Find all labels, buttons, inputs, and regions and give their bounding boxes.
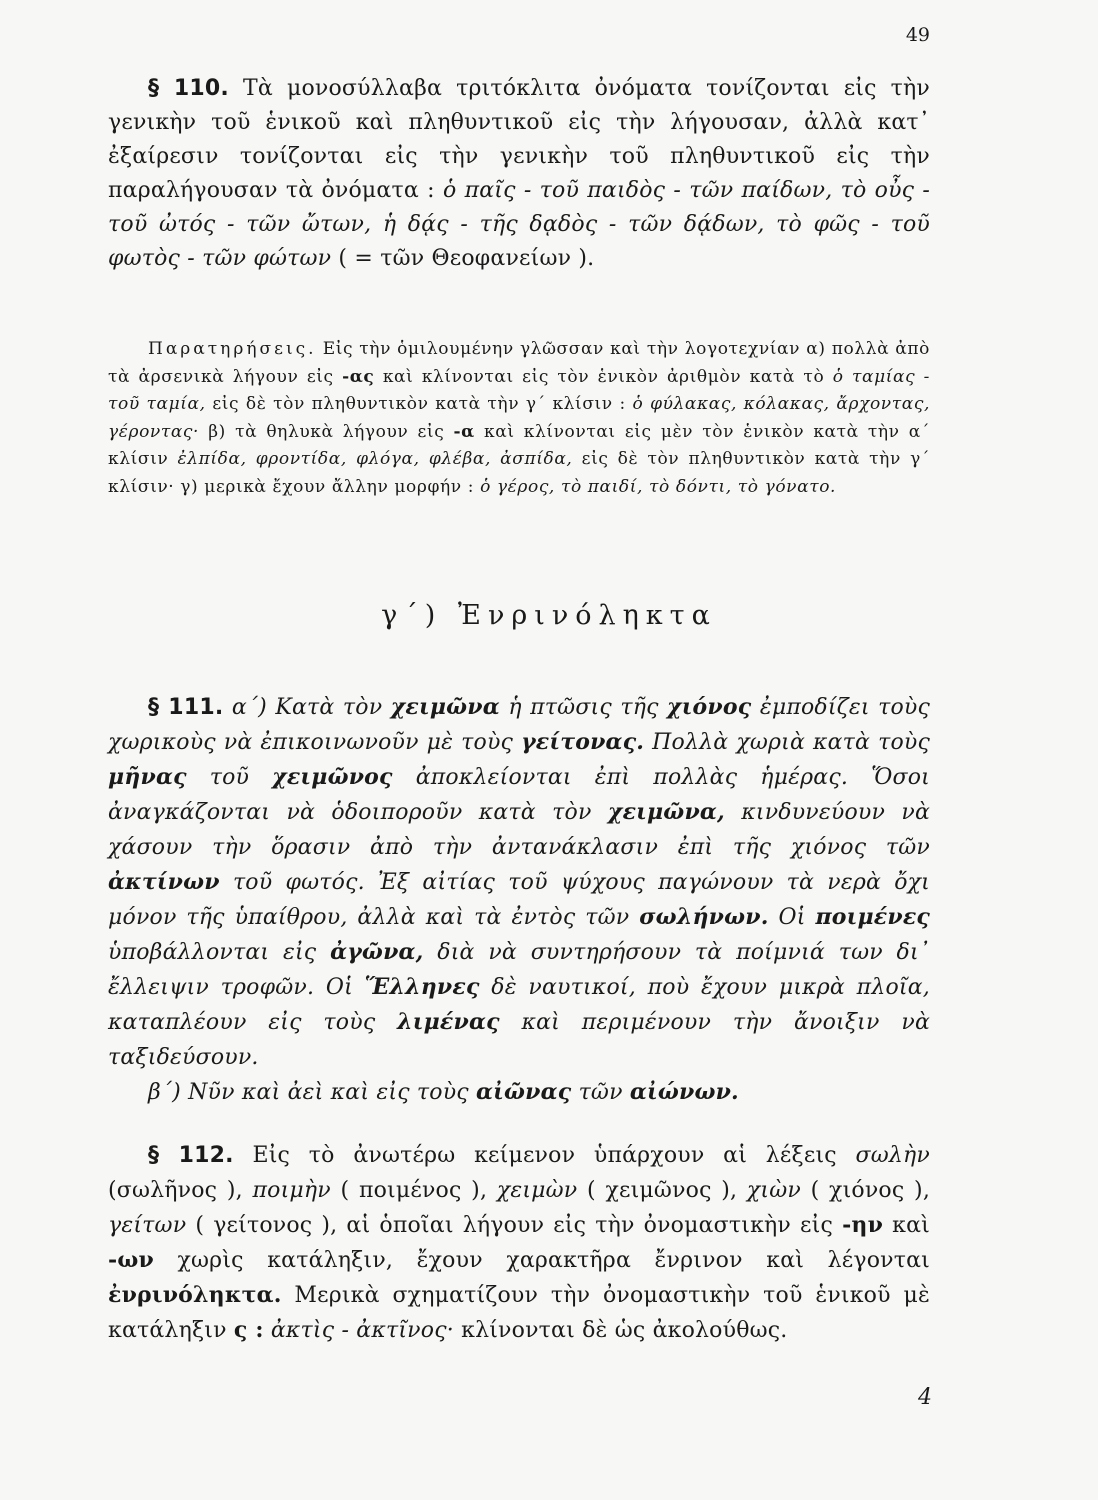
text: χωρὶς κατάληξιν, ἔχουν χαρακτῆρα ἔνρινον καὶ λέγονται	[177, 1248, 930, 1273]
section-110	[108, 72, 930, 276]
text: διὰ νὰ συντηρήσουν τὰ ποίμνιά των δι᾿ ἔλλειψιν τροφῶν. Οἱ	[108, 940, 930, 1000]
section-111	[108, 690, 930, 1110]
section-number: § 110.	[148, 76, 229, 101]
example-words: ὁ ταμίας - τοῦ ταμία,	[108, 366, 930, 415]
text: Εἰς τὴν ὁμιλουμένην γλῶσσαν καὶ τὴν λογοτεχνίαν α) πολλὰ ἀπὸ τὰ ἀρσενικὰ λήγουν εἰς	[108, 339, 930, 387]
text: εἰς δὲ τὸν πληθυντικὸν κατὰ τὴν γ΄ κλίσιν :	[212, 394, 626, 415]
key-word: αἰώνων.	[629, 1079, 739, 1105]
key-word: Ἕλληνες	[364, 974, 480, 1000]
key-word: ποιμένες	[815, 904, 930, 930]
ending: -α	[453, 421, 475, 442]
text: δὲ ναυτικοί, ποὺ ἔχουν μικρὰ πλοῖα, καταπλέουν εἰς τοὺς	[108, 975, 930, 1035]
example-words: ὁ γέρος, τὸ παιδί, τὸ δόντι, τὸ γόνατο.	[480, 476, 837, 497]
key-word: σωλήνων.	[639, 904, 769, 930]
key-word: ἀγῶνα,	[330, 939, 424, 965]
text: καὶ κλίνονται εἰς τὸν ἑνικὸν ἀριθμὸν κατὰ τὸ	[382, 366, 825, 387]
text: ( χειμῶνος ),	[587, 1178, 738, 1203]
text: α΄) Κατὰ τὸν	[231, 695, 383, 720]
key-word: μῆνας	[108, 764, 187, 790]
text: τοῦ	[209, 765, 250, 790]
text: τοῦ φωτός. Ἐξ αἰτίας τοῦ ψύχους παγώνουν τὰ νερὰ ὄχι μόνον τῆς ὑπαίθρου, ἀλλὰ καὶ τὰ ἐντὸς τῶν	[108, 870, 930, 930]
text: καὶ περιμένουν τὴν ἄνοιξιν νὰ ταξιδεύσουν.	[108, 1010, 930, 1070]
text: ( ποιμένος ),	[340, 1178, 488, 1203]
text: (σωλῆνος ),	[108, 1178, 243, 1203]
text: Εἰς τὸ ἀνωτέρω κείμενον ὑπάρχουν αἱ λέξεις	[252, 1143, 837, 1168]
example-words: ἐλπίδα, φροντίδα, φλόγα, φλέβα, ἀσπίδα,	[177, 449, 573, 470]
example-words: ὁ φύλακας, κόλακας, ἄρχοντας, γέροντας·	[108, 394, 930, 442]
text: ( χιόνος ),	[810, 1178, 931, 1203]
section-number: § 112.	[148, 1143, 234, 1168]
key-word: αἰῶνας	[476, 1079, 572, 1105]
ending: ς :	[233, 1317, 264, 1343]
example-word: χειμὼν	[496, 1178, 578, 1203]
section-number: § 111.	[148, 695, 224, 720]
key-word: χειμῶνα,	[607, 799, 725, 825]
key-word: ἀκτίνων	[108, 869, 220, 895]
footer-signature-number: 4	[918, 1385, 932, 1410]
text: ἡ πτῶσις τῆς	[508, 695, 659, 720]
example-words: ὁ παῖς - τοῦ παιδὸς - τῶν παίδων, τὸ οὖς - τοῦ ὠτός - τῶν ὤτων, ἡ δᾴς - τῆς δᾳδὸς - τῶν δᾴδων, τὸ φῶς - τοῦ φωτὸς - τῶν φώτων	[108, 178, 930, 271]
text: Πολλὰ χωριὰ κατὰ τοὺς	[652, 730, 931, 755]
text: κινδυνεύουν νὰ χάσουν τὴν ὅρασιν ἀπὸ τὴν ἀντανάκλασιν ἐπὶ τῆς χιόνος τῶν	[108, 800, 931, 860]
text: β΄) Νῦν καὶ ἀεὶ καὶ εἰς τοὺς	[148, 1080, 469, 1105]
term: ἐνρινόληκτα.	[108, 1282, 282, 1308]
text: Οἱ	[778, 905, 806, 930]
key-word: χειμῶνος	[272, 764, 393, 790]
text: εἰς δὲ τὸν πληθυντικὸν κατὰ τὴν γ΄ κλίσιν·	[108, 449, 930, 497]
example-word: γείτων	[108, 1213, 187, 1238]
key-word: λιμένας	[397, 1009, 500, 1035]
notes-paragraph	[108, 336, 930, 502]
key-word: γείτονας.	[521, 729, 645, 755]
notes-label: Παρατηρήσεις.	[148, 339, 317, 359]
example-word: σωλὴν	[855, 1143, 931, 1168]
text: β) τὰ θηλυκὰ λήγουν εἰς	[208, 421, 445, 442]
ending: -ων	[108, 1247, 154, 1273]
text: ἐμποδίζει τοὺς χωρικοὺς νὰ ἐπικοινωνοῦν μὲ τοὺς	[108, 695, 931, 755]
example-word: ἀκτὶς - ἀκτῖνος·	[270, 1318, 454, 1343]
text: ( γείτονος ), αἱ ὁποῖαι λήγουν εἰς τὴν ὀνομαστικὴν εἰς	[195, 1213, 833, 1238]
text: καὶ	[892, 1213, 930, 1238]
ending: -ην	[842, 1212, 884, 1238]
key-word: χιόνος	[667, 694, 752, 720]
text: γ) μερικὰ ἔχουν ἄλλην μορφήν :	[180, 476, 475, 497]
key-word: χειμῶνα	[390, 694, 500, 720]
ending: -ας	[342, 366, 375, 387]
section-112	[108, 1138, 930, 1348]
text: ( = τῶν Θεοφανείων ).	[338, 246, 595, 271]
example-word: χιὼν	[746, 1178, 801, 1203]
section-heading: γ΄) Ἐνρινόληκτα	[381, 600, 717, 631]
text: ὑποβάλλονται εἰς	[108, 940, 317, 965]
text: τῶν	[578, 1080, 623, 1105]
subparagraph-b	[108, 1075, 930, 1110]
example-word: ποιμὴν	[252, 1178, 331, 1203]
text: κλίνονται δὲ ὡς ἀκολούθως.	[461, 1318, 788, 1343]
text: Μερικὰ σχηματίζουν τὴν ὀνομαστικὴν τοῦ ἑνικοῦ μὲ κατάληξιν	[108, 1283, 930, 1343]
text: καὶ κλίνονται εἰς μὲν τὸν ἑνικὸν κατὰ τὴν α΄ κλίσιν	[108, 421, 930, 470]
page-number: 49	[905, 24, 930, 46]
text: ἀποκλείονται ἐπὶ πολλὰς ἡμέρας. Ὅσοι ἀναγκάζονται νὰ ὁδοιποροῦν κατὰ τὸν	[108, 765, 931, 825]
text: Τὰ μονοσύλλαβα τριτόκλιτα ὀνόματα τονίζονται εἰς τὴν γενικὴν τοῦ ἑνικοῦ καὶ πληθυντικοῦ εἰς τὴν λήγουσαν, ἀλλὰ κατ᾿ ἐξαίρεσιν τονίζονται εἰς τὴν γενικὴν τοῦ πληθυντικοῦ εἰς τὴν παραλήγουσαν τὰ ὀνόματα :	[108, 76, 931, 203]
